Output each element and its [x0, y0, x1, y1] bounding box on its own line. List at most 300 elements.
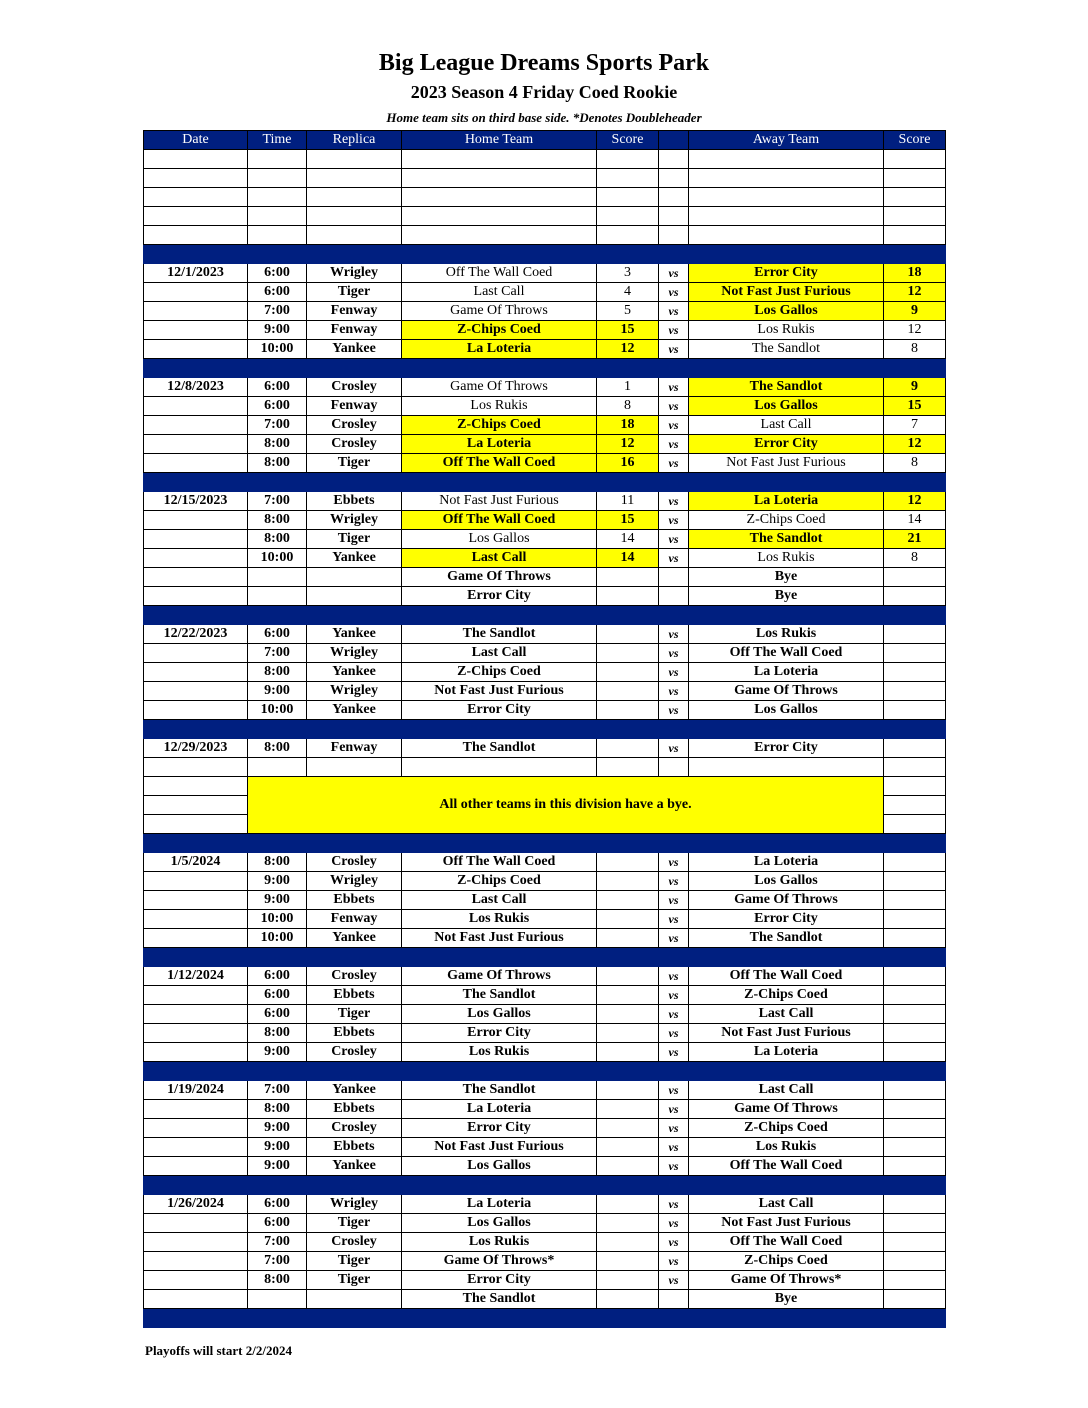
cell-replica: Tiger [307, 1214, 402, 1233]
cell-replica: Tiger [307, 530, 402, 549]
game-row [144, 378, 946, 397]
cell-away-team: Last Call [689, 1195, 884, 1214]
empty-cell [248, 188, 307, 207]
empty-cell [307, 758, 402, 777]
page-subtitle: 2023 Season 4 Friday Coed Rookie [410, 82, 678, 102]
cell-away-score [884, 853, 946, 872]
cell-away-score: 21 [884, 530, 946, 549]
cell-away-score: 7 [884, 416, 946, 435]
empty-cell [689, 188, 884, 207]
separator-cell [307, 359, 402, 378]
cell-away-team: Off The Wall Coed [689, 1157, 884, 1176]
cell-date [144, 530, 248, 549]
cell-away-score [884, 1271, 946, 1290]
cell-away-score: 9 [884, 302, 946, 321]
cell-away-team: Game Of Throws [689, 1100, 884, 1119]
separator-cell [689, 1309, 884, 1328]
cell-replica: Crosley [307, 967, 402, 986]
cell-vs: vs [659, 663, 689, 682]
empty-cell [144, 796, 248, 815]
cell-date [144, 1043, 248, 1062]
cell-replica: Fenway [307, 910, 402, 929]
cell-replica: Wrigley [307, 264, 402, 283]
cell-replica: Crosley [307, 1043, 402, 1062]
cell-home-team: La Loteria [402, 1195, 597, 1214]
separator-cell [597, 834, 659, 853]
cell-home-score [597, 1195, 659, 1214]
cell-home-score: 14 [597, 530, 659, 549]
cell-replica: Yankee [307, 701, 402, 720]
cell-away-score: 12 [884, 435, 946, 454]
col-time: Time [248, 131, 307, 150]
cell-away-team: The Sandlot [689, 929, 884, 948]
separator-cell [884, 720, 946, 739]
cell-vs: vs [659, 511, 689, 530]
cell-time: 6:00 [248, 986, 307, 1005]
cell-home-team: Z-Chips Coed [402, 416, 597, 435]
cell-time: 7:00 [248, 492, 307, 511]
cell-away-team: Error City [689, 739, 884, 758]
week-separator [144, 359, 946, 378]
cell-away-score: 14 [884, 511, 946, 530]
cell-replica: Crosley [307, 1119, 402, 1138]
schedule-note: Home team sits on third base side. *Denotes Doubleheader [386, 110, 702, 125]
game-row [144, 891, 946, 910]
cell-date [144, 1024, 248, 1043]
separator-cell [597, 473, 659, 492]
game-row [144, 1271, 946, 1290]
separator-cell [307, 473, 402, 492]
cell-replica: Ebbets [307, 986, 402, 1005]
empty-cell [248, 226, 307, 245]
week-separator [144, 245, 946, 264]
cell-replica: Yankee [307, 1157, 402, 1176]
cell-home-team: Not Fast Just Furious [402, 929, 597, 948]
cell-date [144, 891, 248, 910]
cell-replica: Crosley [307, 378, 402, 397]
cell-time: 7:00 [248, 644, 307, 663]
cell-replica: Tiger [307, 1271, 402, 1290]
separator-cell [597, 1309, 659, 1328]
cell-vs: vs [659, 492, 689, 511]
empty-cell [144, 207, 248, 226]
cell-date: 12/29/2023 [144, 739, 248, 758]
cell-home-team: Off The Wall Coed [402, 454, 597, 473]
empty-cell [659, 188, 689, 207]
cell-time: 6:00 [248, 1214, 307, 1233]
col-date: Date [144, 131, 248, 150]
cell-date [144, 1233, 248, 1252]
cell-home-score [597, 1119, 659, 1138]
footer-note: Playoffs will start 2/2/2024 [145, 1343, 292, 1358]
separator-cell [659, 948, 689, 967]
game-row [144, 986, 946, 1005]
cell-vs: vs [659, 853, 689, 872]
cell-home-team: Error City [402, 1271, 597, 1290]
separator-cell [884, 1062, 946, 1081]
cell-date [144, 682, 248, 701]
cell-replica: Yankee [307, 340, 402, 359]
cell-date [144, 1290, 248, 1309]
empty-cell [659, 169, 689, 188]
cell-home-score: 15 [597, 511, 659, 530]
separator-cell [402, 245, 597, 264]
cell-home-score: 3 [597, 264, 659, 283]
separator-cell [144, 1176, 248, 1195]
cell-away-score [884, 891, 946, 910]
cell-home-score [597, 872, 659, 891]
separator-cell [689, 473, 884, 492]
cell-home-team: La Loteria [402, 340, 597, 359]
cell-home-score [597, 1290, 659, 1309]
cell-home-team: Last Call [402, 891, 597, 910]
game-row [144, 568, 946, 587]
cell-home-team: La Loteria [402, 1100, 597, 1119]
separator-cell [597, 1176, 659, 1195]
cell-home-score: 11 [597, 492, 659, 511]
cell-away-team: La Loteria [689, 853, 884, 872]
cell-home-score: 12 [597, 435, 659, 454]
empty-cell [884, 758, 946, 777]
cell-home-score [597, 1024, 659, 1043]
game-row [144, 1138, 946, 1157]
separator-cell [144, 720, 248, 739]
cell-vs: vs [659, 1081, 689, 1100]
cell-time [248, 568, 307, 587]
separator-cell [884, 834, 946, 853]
empty-cell [307, 188, 402, 207]
cell-vs: vs [659, 1100, 689, 1119]
separator-cell [144, 245, 248, 264]
cell-away-team: Not Fast Just Furious [689, 1214, 884, 1233]
cell-vs: vs [659, 1024, 689, 1043]
cell-time: 10:00 [248, 549, 307, 568]
cell-time: 9:00 [248, 1157, 307, 1176]
cell-vs: vs [659, 264, 689, 283]
separator-cell [144, 1309, 248, 1328]
separator-cell [248, 834, 307, 853]
separator-cell [144, 473, 248, 492]
game-row [144, 416, 946, 435]
cell-away-score [884, 682, 946, 701]
week-separator [144, 473, 946, 492]
cell-away-score [884, 1233, 946, 1252]
cell-away-score [884, 701, 946, 720]
cell-away-score [884, 587, 946, 606]
cell-away-team: Los Gallos [689, 302, 884, 321]
cell-home-score [597, 891, 659, 910]
separator-cell [689, 834, 884, 853]
col-home-score: Score [597, 131, 659, 150]
cell-home-team: Not Fast Just Furious [402, 1138, 597, 1157]
cell-away-score [884, 739, 946, 758]
col-away-team: Away Team [689, 131, 884, 150]
cell-away-team: Bye [689, 568, 884, 587]
cell-away-team: La Loteria [689, 1043, 884, 1062]
separator-cell [689, 1062, 884, 1081]
empty-cell [402, 226, 597, 245]
cell-time: 6:00 [248, 1195, 307, 1214]
cell-home-score [597, 1233, 659, 1252]
cell-home-team: Los Rukis [402, 1043, 597, 1062]
cell-away-team: Off The Wall Coed [689, 967, 884, 986]
empty-cell [144, 188, 248, 207]
cell-away-score: 12 [884, 321, 946, 340]
cell-away-score [884, 644, 946, 663]
game-row [144, 967, 946, 986]
cell-time: 9:00 [248, 1119, 307, 1138]
cell-home-team: Game Of Throws [402, 378, 597, 397]
cell-away-score: 9 [884, 378, 946, 397]
page-title: Big League Dreams Sports Park [378, 50, 710, 76]
cell-date [144, 416, 248, 435]
cell-date [144, 1214, 248, 1233]
cell-away-team: Error City [689, 910, 884, 929]
empty-cell [144, 226, 248, 245]
cell-away-team: Error City [689, 264, 884, 283]
separator-cell [884, 245, 946, 264]
blank-row [144, 758, 946, 777]
cell-away-score: 18 [884, 264, 946, 283]
cell-vs: vs [659, 1252, 689, 1271]
separator-cell [659, 606, 689, 625]
separator-cell [689, 948, 884, 967]
cell-away-team: The Sandlot [689, 530, 884, 549]
cell-time: 6:00 [248, 264, 307, 283]
game-row [144, 663, 946, 682]
cell-date [144, 302, 248, 321]
cell-time: 6:00 [248, 397, 307, 416]
cell-time: 8:00 [248, 1100, 307, 1119]
cell-vs: vs [659, 1119, 689, 1138]
blank-row [144, 169, 946, 188]
empty-cell [597, 150, 659, 169]
separator-cell [307, 245, 402, 264]
cell-time: 8:00 [248, 435, 307, 454]
cell-away-score: 12 [884, 283, 946, 302]
cell-vs: vs [659, 739, 689, 758]
week-separator [144, 720, 946, 739]
cell-home-score: 16 [597, 454, 659, 473]
cell-time: 9:00 [248, 1138, 307, 1157]
cell-home-team: La Loteria [402, 435, 597, 454]
cell-date [144, 929, 248, 948]
empty-cell [689, 169, 884, 188]
cell-away-team: Los Gallos [689, 872, 884, 891]
cell-vs: vs [659, 682, 689, 701]
cell-replica [307, 1290, 402, 1309]
cell-away-score [884, 1119, 946, 1138]
cell-replica: Fenway [307, 302, 402, 321]
cell-vs: vs [659, 1005, 689, 1024]
empty-cell [402, 758, 597, 777]
cell-date [144, 1271, 248, 1290]
separator-cell [402, 359, 597, 378]
cell-home-team: Los Gallos [402, 1157, 597, 1176]
cell-away-score [884, 1081, 946, 1100]
separator-cell [659, 245, 689, 264]
cell-away-team: Off The Wall Coed [689, 644, 884, 663]
cell-replica [307, 587, 402, 606]
cell-time: 7:00 [248, 416, 307, 435]
separator-cell [144, 948, 248, 967]
empty-cell [884, 796, 946, 815]
cell-vs: vs [659, 625, 689, 644]
separator-cell [659, 720, 689, 739]
cell-away-score: 15 [884, 397, 946, 416]
cell-home-team: Last Call [402, 549, 597, 568]
empty-cell [597, 207, 659, 226]
cell-date [144, 644, 248, 663]
cell-vs: vs [659, 1214, 689, 1233]
separator-cell [248, 720, 307, 739]
cell-vs: vs [659, 1271, 689, 1290]
cell-vs: vs [659, 891, 689, 910]
cell-home-team: The Sandlot [402, 1290, 597, 1309]
cell-date [144, 454, 248, 473]
week-separator [144, 1309, 946, 1328]
cell-away-team: La Loteria [689, 492, 884, 511]
separator-cell [689, 720, 884, 739]
cell-away-team: Last Call [689, 1081, 884, 1100]
cell-home-score: 15 [597, 321, 659, 340]
cell-away-team: Last Call [689, 1005, 884, 1024]
cell-home-score [597, 701, 659, 720]
cell-away-team: Game Of Throws [689, 682, 884, 701]
cell-date [144, 701, 248, 720]
separator-cell [248, 245, 307, 264]
cell-time: 10:00 [248, 929, 307, 948]
separator-cell [144, 606, 248, 625]
separator-cell [307, 834, 402, 853]
cell-time [248, 587, 307, 606]
cell-date [144, 986, 248, 1005]
cell-date: 1/26/2024 [144, 1195, 248, 1214]
cell-away-team: Error City [689, 435, 884, 454]
cell-away-team: Los Rukis [689, 1138, 884, 1157]
cell-replica: Tiger [307, 454, 402, 473]
cell-away-score [884, 872, 946, 891]
cell-vs: vs [659, 530, 689, 549]
separator-cell [659, 1062, 689, 1081]
cell-date: 12/8/2023 [144, 378, 248, 397]
cell-vs: vs [659, 910, 689, 929]
empty-cell [307, 169, 402, 188]
cell-home-score: 14 [597, 549, 659, 568]
cell-vs: vs [659, 378, 689, 397]
cell-time: 8:00 [248, 853, 307, 872]
cell-time: 7:00 [248, 1233, 307, 1252]
cell-vs: vs [659, 929, 689, 948]
cell-replica: Ebbets [307, 1138, 402, 1157]
cell-away-score [884, 1138, 946, 1157]
game-row [144, 587, 946, 606]
blank-row [144, 207, 946, 226]
game-row [144, 1214, 946, 1233]
game-row [144, 853, 946, 872]
cell-date [144, 340, 248, 359]
empty-cell [659, 150, 689, 169]
cell-vs [659, 587, 689, 606]
separator-cell [402, 720, 597, 739]
cell-home-team: Last Call [402, 283, 597, 302]
cell-replica: Tiger [307, 1005, 402, 1024]
cell-vs: vs [659, 435, 689, 454]
cell-away-team: La Loteria [689, 663, 884, 682]
empty-cell [144, 169, 248, 188]
cell-date [144, 321, 248, 340]
cell-away-score [884, 1214, 946, 1233]
cell-away-score [884, 986, 946, 1005]
separator-cell [659, 473, 689, 492]
separator-cell [307, 1309, 402, 1328]
cell-away-team: Los Gallos [689, 701, 884, 720]
cell-vs: vs [659, 397, 689, 416]
cell-away-team: Game Of Throws* [689, 1271, 884, 1290]
cell-away-team: Los Rukis [689, 625, 884, 644]
cell-home-score: 5 [597, 302, 659, 321]
cell-vs: vs [659, 1043, 689, 1062]
cell-vs: vs [659, 454, 689, 473]
header-row [144, 131, 946, 150]
cell-date: 12/1/2023 [144, 264, 248, 283]
empty-cell [144, 758, 248, 777]
cell-time: 8:00 [248, 1024, 307, 1043]
empty-cell [307, 207, 402, 226]
separator-cell [597, 245, 659, 264]
cell-away-team: The Sandlot [689, 340, 884, 359]
empty-cell [597, 188, 659, 207]
cell-home-score [597, 682, 659, 701]
cell-vs: vs [659, 1138, 689, 1157]
cell-date [144, 1252, 248, 1271]
cell-vs: vs [659, 321, 689, 340]
cell-date [144, 663, 248, 682]
cell-vs: vs [659, 1157, 689, 1176]
separator-cell [597, 720, 659, 739]
separator-cell [884, 948, 946, 967]
empty-cell [402, 188, 597, 207]
cell-home-team: Game Of Throws [402, 967, 597, 986]
game-row [144, 397, 946, 416]
col-home-team: Home Team [402, 131, 597, 150]
bye-note: All other teams in this division have a bye. [248, 777, 884, 834]
empty-cell [689, 150, 884, 169]
cell-home-score [597, 739, 659, 758]
separator-cell [659, 834, 689, 853]
cell-away-team: Not Fast Just Furious [689, 283, 884, 302]
cell-home-team: Error City [402, 1119, 597, 1138]
week-separator [144, 948, 946, 967]
cell-away-team: Game Of Throws [689, 891, 884, 910]
cell-time: 8:00 [248, 663, 307, 682]
empty-cell [689, 226, 884, 245]
week-separator [144, 1176, 946, 1195]
cell-date [144, 435, 248, 454]
cell-away-score [884, 625, 946, 644]
col-replica: Replica [307, 131, 402, 150]
separator-cell [659, 1176, 689, 1195]
cell-replica: Crosley [307, 853, 402, 872]
separator-cell [402, 1176, 597, 1195]
cell-replica: Ebbets [307, 891, 402, 910]
empty-cell [144, 150, 248, 169]
cell-time: 6:00 [248, 967, 307, 986]
cell-time: 6:00 [248, 625, 307, 644]
cell-home-team: Los Gallos [402, 1214, 597, 1233]
game-row [144, 910, 946, 929]
cell-home-score [597, 1043, 659, 1062]
